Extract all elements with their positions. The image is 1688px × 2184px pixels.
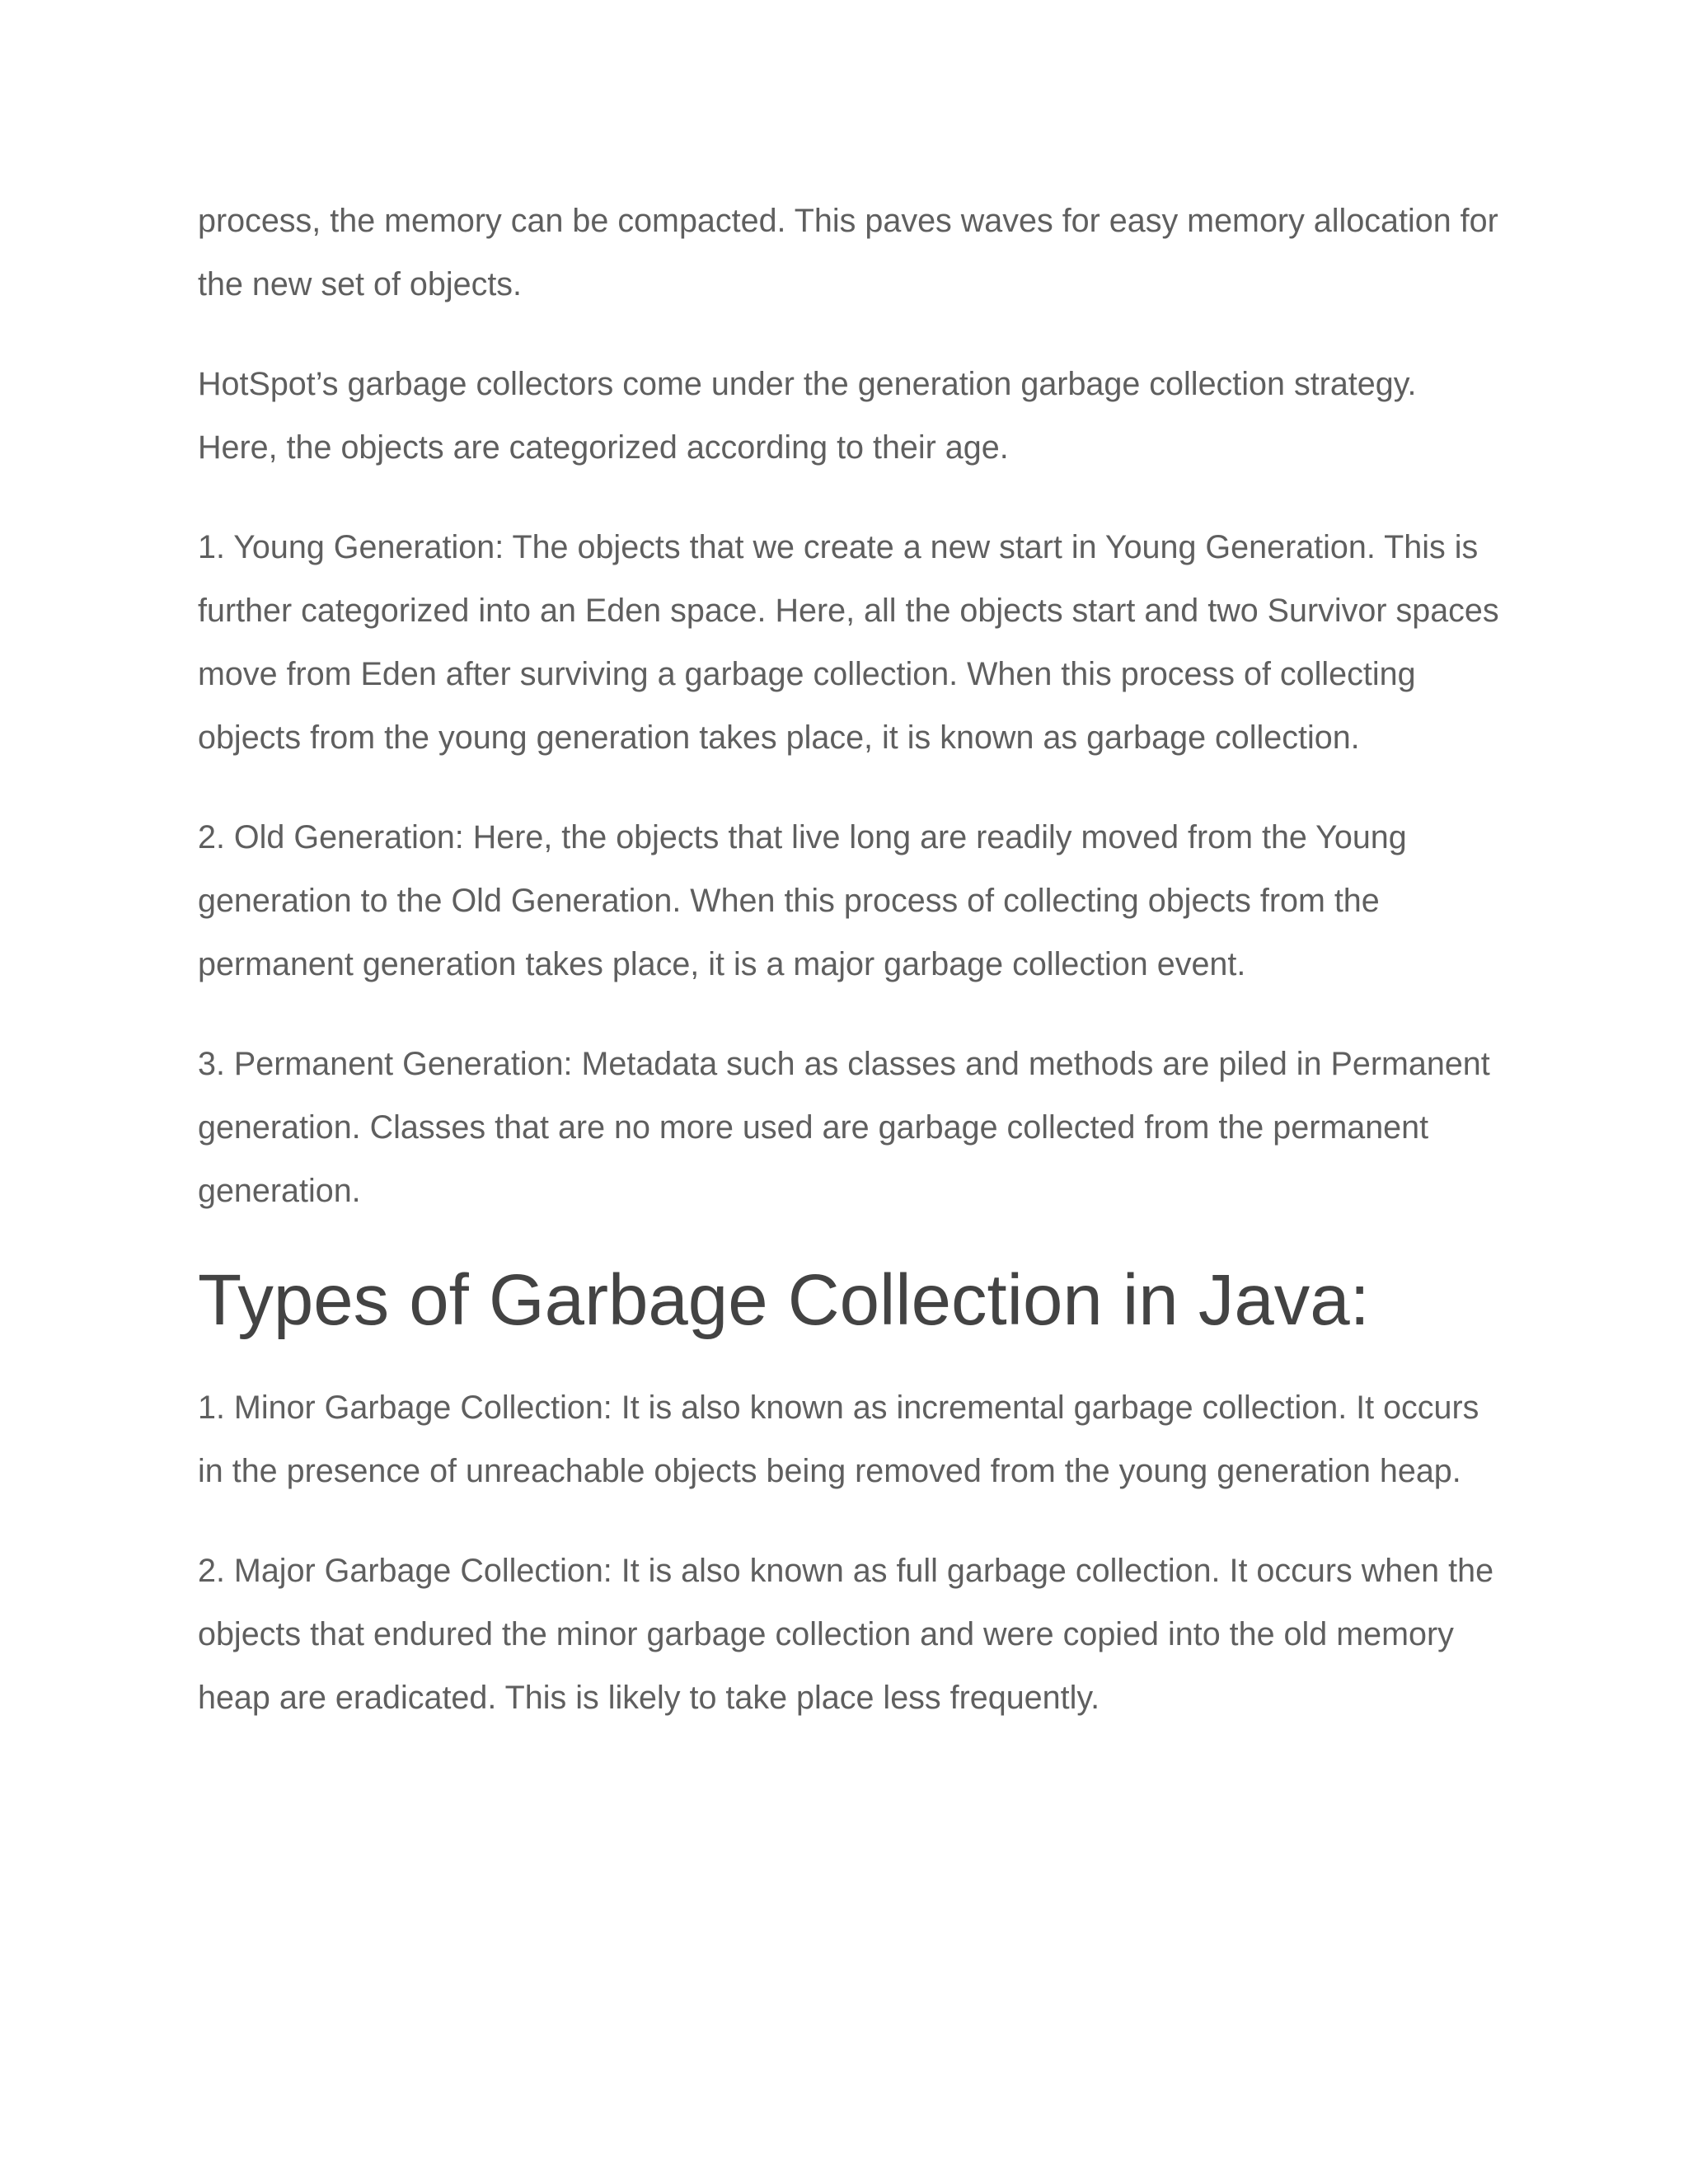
paragraph-hotspot-intro: HotSpot’s garbage collectors come under the generation garbage collection strategy. Here, the objects are categorized according to their age. (198, 366, 1417, 466)
paragraph-young-generation: 1. Young Generation: The objects that we create a new start in Young Generation. This is further categorized into an Eden space. Here, all the objects start and two Survivor spaces move from Eden after surviving a garbage collection. When this process of collecting objects from the young generation takes place, it is known as garbage collection. (198, 529, 1499, 756)
paragraph-compaction: process, the memory can be compacted. This paves waves for easy memory allocation for the new set of objects. (198, 203, 1498, 302)
paragraph-minor-gc: 1. Minor Garbage Collection: It is also known as incremental garbage collection. It occurs in the presence of unreachable objects being removed from the young generation heap. (198, 1390, 1479, 1489)
section-heading: Types of Garbage Collection in Java: (198, 1260, 1370, 1340)
paragraph-permanent-generation: 3. Permanent Generation: Metadata such as classes and methods are piled in Permanent generation. Classes that are no more used are garbage collected from the permanent generation. (198, 1046, 1490, 1209)
paragraph-old-generation: 2. Old Generation: Here, the objects that live long are readily moved from the Young generation to the Old Generation. When this process of collecting objects from the permanent generation takes place, it is a major garbage collection event. (198, 819, 1407, 982)
paragraph-major-gc: 2. Major Garbage Collection: It is also known as full garbage collection. It occurs when the objects that endured the minor garbage collection and were copied into the old memory heap are eradicated. This is likely to take place less frequently. (198, 1553, 1494, 1716)
document-page (198, 190, 1500, 1766)
